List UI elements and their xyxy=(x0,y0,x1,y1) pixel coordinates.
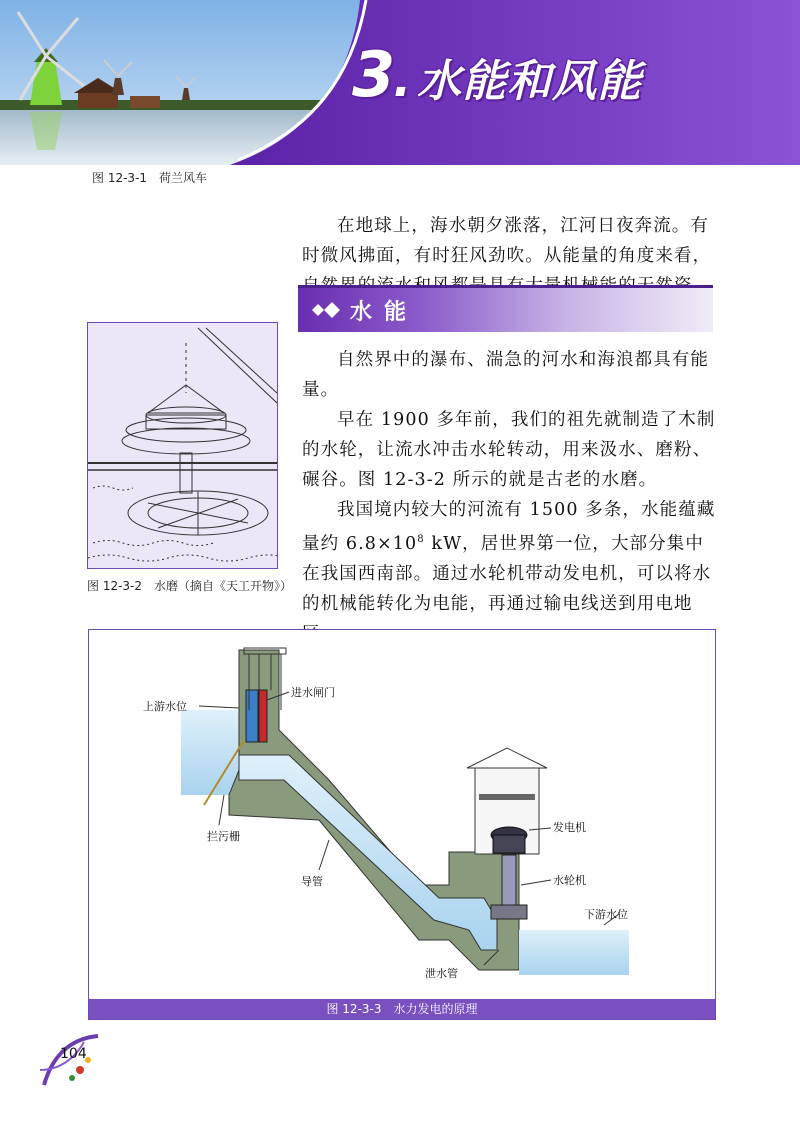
label-trash-rack: 拦污栅 xyxy=(207,830,240,843)
hydropower-diagram xyxy=(88,629,716,1020)
label-penstock: 导管 xyxy=(301,875,323,888)
fig1-caption: 图 12-3-1 荷兰风车 xyxy=(92,171,208,185)
chapter-title-text: 水能和风能 xyxy=(416,56,642,107)
hydropower-illustration xyxy=(89,630,715,999)
section-title: 水能 xyxy=(350,300,419,325)
label-intake-gate: 进水闸门 xyxy=(291,686,335,699)
paragraph-water-energy-3: 我国境内较大的河流有 1500 多条，水能蕴藏量约 $6.8\times 10^8$ kW，居世界第一位，大部分集中在我国西南部。通过水轮机带动发电机，可以将水的机械能转化为电能，再通过输电线送到用电地 xyxy=(302,500,716,614)
chapter-number: 3 xyxy=(352,38,394,111)
label-generator: 发电机 xyxy=(553,821,586,834)
chapter-header xyxy=(0,0,800,165)
section-header-water-energy xyxy=(298,285,713,332)
paragraph-water-energy-2: 早在 1900 多年前，我们的祖先就制造了木制的水轮，让流水冲击水轮转动，用来汲水、磨粉、碾谷。图 12-3-2 所示的就是古老的水磨。 xyxy=(302,410,716,490)
label-turbine: 水轮机 xyxy=(553,874,586,887)
water-mill-illustration xyxy=(88,323,277,568)
intro-paragraph: 在地球上，海水朝夕涨落，江河日夜奔流。有时微风拂面，有时狂风劲吹。从能量的角度来看， xyxy=(302,216,712,266)
diamond-bullet-icon xyxy=(312,302,344,318)
label-tailrace: 泄水管 xyxy=(425,967,458,980)
chapter-title: 3. 水能和风能 xyxy=(352,38,642,111)
water-mill-figure xyxy=(87,322,278,569)
fig2-caption: 图 12-3-2 水磨（摘自《天工开物》） xyxy=(87,579,293,593)
paragraph-water-energy-1: 自然界中的瀑布、湍急的河水和海浪都具有能量。 xyxy=(302,350,709,400)
label-upstream-level: 上游水位 xyxy=(143,700,187,713)
page-number: 104 xyxy=(60,1046,87,1062)
fig3-caption: 图 12-3-3 水力发电的原理 xyxy=(89,999,715,1019)
label-downstream-level: 下游水位 xyxy=(584,908,628,921)
